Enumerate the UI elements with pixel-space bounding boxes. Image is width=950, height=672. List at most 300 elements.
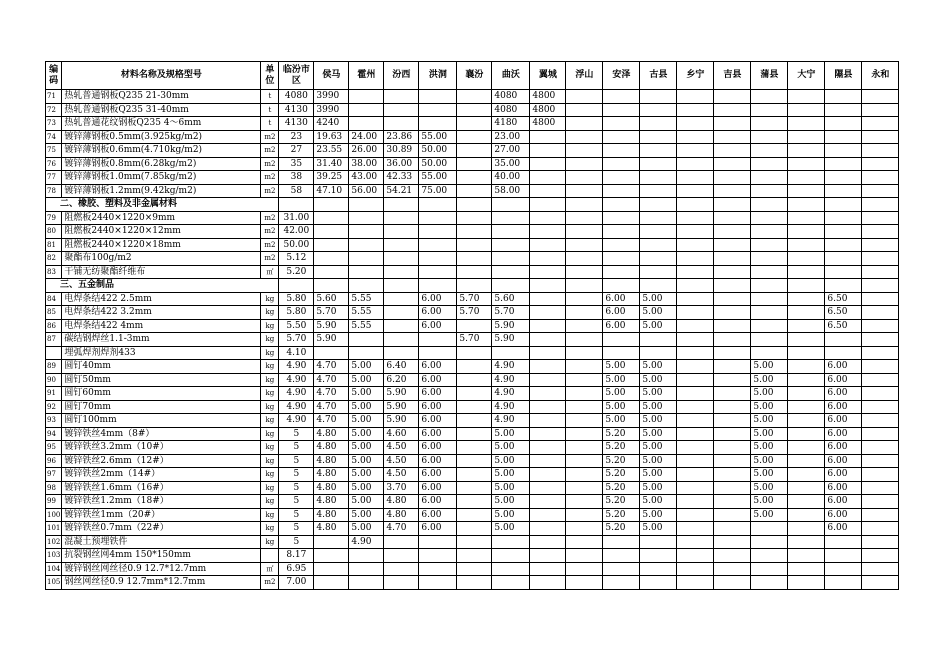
price-cell: 58.00 bbox=[492, 184, 530, 198]
price-cell bbox=[788, 184, 825, 198]
price-cell bbox=[457, 144, 492, 158]
price-cell: 5.00 bbox=[349, 427, 384, 441]
row-code: 82 bbox=[46, 252, 62, 266]
price-cell bbox=[677, 292, 714, 306]
price-cell bbox=[677, 549, 714, 563]
price-cell: 4.90 bbox=[279, 360, 314, 374]
price-cell: 4.80 bbox=[314, 481, 349, 495]
price-cell: 26.00 bbox=[349, 144, 384, 158]
price-cell: 6.00 bbox=[825, 373, 862, 387]
empty-cell bbox=[677, 198, 714, 212]
price-cell bbox=[530, 144, 566, 158]
price-cell: 6.00 bbox=[419, 360, 457, 374]
price-cell bbox=[825, 184, 862, 198]
price-cell bbox=[825, 252, 862, 266]
section-title: 三、五金制品 bbox=[46, 279, 279, 293]
price-cell: 6.00 bbox=[825, 468, 862, 482]
price-cell: 5.00 bbox=[603, 360, 640, 374]
price-cell: 4180 bbox=[492, 117, 530, 131]
column-header: 隰县 bbox=[825, 62, 862, 90]
price-cell bbox=[714, 360, 751, 374]
empty-cell bbox=[751, 198, 788, 212]
empty-cell bbox=[862, 279, 899, 293]
price-cell bbox=[640, 103, 677, 117]
price-cell bbox=[714, 495, 751, 509]
price-cell: 5.70 bbox=[314, 306, 349, 320]
price-cell bbox=[825, 90, 862, 104]
price-cell: 4.80 bbox=[314, 522, 349, 536]
price-cell: 5.20 bbox=[603, 468, 640, 482]
price-cell bbox=[788, 549, 825, 563]
price-cell bbox=[530, 333, 566, 347]
price-cell bbox=[677, 454, 714, 468]
price-cell bbox=[751, 157, 788, 171]
price-cell bbox=[862, 90, 899, 104]
price-cell bbox=[566, 211, 603, 225]
price-cell bbox=[349, 225, 384, 239]
price-cell bbox=[825, 535, 862, 549]
price-cell bbox=[714, 238, 751, 252]
price-cell: 4.80 bbox=[314, 468, 349, 482]
price-cell: 5.00 bbox=[640, 427, 677, 441]
price-cell bbox=[751, 333, 788, 347]
price-cell bbox=[788, 103, 825, 117]
price-cell bbox=[566, 225, 603, 239]
row-code: 104 bbox=[46, 562, 62, 576]
table-row bbox=[46, 522, 899, 536]
price-cell bbox=[825, 333, 862, 347]
price-cell: 42.00 bbox=[279, 225, 314, 239]
price-cell: 23.00 bbox=[492, 130, 530, 144]
price-cell bbox=[862, 157, 899, 171]
price-cell: 5.70 bbox=[457, 333, 492, 347]
table-row bbox=[46, 576, 899, 590]
price-cell bbox=[862, 333, 899, 347]
material-name: 圆钉70mm bbox=[62, 400, 261, 414]
material-name: 阻燃板2440×1220×9mm bbox=[62, 211, 261, 225]
price-cell bbox=[384, 306, 419, 320]
price-cell: 6.00 bbox=[419, 454, 457, 468]
section-row bbox=[46, 198, 899, 212]
unit-cell: kg bbox=[261, 346, 279, 360]
price-cell bbox=[384, 225, 419, 239]
price-cell bbox=[788, 522, 825, 536]
price-cell bbox=[457, 252, 492, 266]
price-cell: 6.00 bbox=[825, 495, 862, 509]
price-cell: 5.20 bbox=[603, 481, 640, 495]
price-cell bbox=[862, 468, 899, 482]
price-cell bbox=[714, 522, 751, 536]
price-cell: 5.50 bbox=[279, 319, 314, 333]
price-cell bbox=[714, 306, 751, 320]
price-cell bbox=[349, 211, 384, 225]
price-cell bbox=[714, 292, 751, 306]
price-cell bbox=[714, 508, 751, 522]
price-cell bbox=[862, 360, 899, 374]
price-cell bbox=[566, 562, 603, 576]
price-cell bbox=[862, 549, 899, 563]
price-cell bbox=[530, 360, 566, 374]
price-cell bbox=[862, 508, 899, 522]
price-cell: 5.00 bbox=[640, 400, 677, 414]
price-cell bbox=[314, 211, 349, 225]
price-cell bbox=[384, 346, 419, 360]
price-cell bbox=[677, 265, 714, 279]
price-cell bbox=[788, 306, 825, 320]
price-cell bbox=[788, 414, 825, 428]
price-cell bbox=[457, 576, 492, 590]
price-cell: 5.00 bbox=[751, 454, 788, 468]
material-name: 热轧普通钢板Q235 31-40mm bbox=[62, 103, 261, 117]
price-cell bbox=[714, 346, 751, 360]
row-code: 96 bbox=[46, 454, 62, 468]
unit-cell: m2 bbox=[261, 171, 279, 185]
price-cell bbox=[788, 117, 825, 131]
price-cell: 4.60 bbox=[384, 427, 419, 441]
price-cell: 5.00 bbox=[492, 427, 530, 441]
unit-cell: ㎡ bbox=[261, 562, 279, 576]
column-header: 蒲县 bbox=[751, 62, 788, 90]
price-cell bbox=[751, 103, 788, 117]
row-code: 71 bbox=[46, 90, 62, 104]
price-cell bbox=[419, 562, 457, 576]
table-row bbox=[46, 238, 899, 252]
empty-cell bbox=[640, 279, 677, 293]
empty-cell bbox=[714, 198, 751, 212]
price-cell bbox=[677, 508, 714, 522]
price-cell: 55.00 bbox=[419, 171, 457, 185]
price-cell bbox=[677, 90, 714, 104]
price-cell bbox=[457, 319, 492, 333]
price-cell bbox=[677, 495, 714, 509]
price-cell bbox=[566, 144, 603, 158]
price-cell: 5.20 bbox=[603, 427, 640, 441]
price-cell bbox=[492, 549, 530, 563]
column-header: 侯马 bbox=[314, 62, 349, 90]
price-cell bbox=[603, 225, 640, 239]
price-cell bbox=[788, 360, 825, 374]
price-cell bbox=[384, 117, 419, 131]
price-cell bbox=[640, 346, 677, 360]
price-cell: 4.90 bbox=[349, 535, 384, 549]
price-cell bbox=[492, 346, 530, 360]
price-cell bbox=[714, 130, 751, 144]
unit-cell: m2 bbox=[261, 144, 279, 158]
price-cell bbox=[751, 549, 788, 563]
price-cell: 6.00 bbox=[825, 454, 862, 468]
price-cell: 4.90 bbox=[492, 387, 530, 401]
unit-cell: kg bbox=[261, 360, 279, 374]
price-cell bbox=[457, 549, 492, 563]
price-cell bbox=[603, 265, 640, 279]
price-cell: 6.00 bbox=[825, 360, 862, 374]
price-cell bbox=[640, 184, 677, 198]
price-cell: 31.40 bbox=[314, 157, 349, 171]
price-table bbox=[45, 61, 899, 590]
price-cell bbox=[825, 211, 862, 225]
price-cell bbox=[788, 171, 825, 185]
price-cell bbox=[566, 306, 603, 320]
price-cell: 5 bbox=[279, 481, 314, 495]
price-cell bbox=[566, 576, 603, 590]
price-cell bbox=[566, 414, 603, 428]
price-cell bbox=[751, 211, 788, 225]
table-row bbox=[46, 346, 899, 360]
material-name: 镀锌铁丝1.6mm（16#） bbox=[62, 481, 261, 495]
table-row bbox=[46, 468, 899, 482]
price-cell: 5.00 bbox=[751, 441, 788, 455]
price-cell bbox=[457, 157, 492, 171]
price-cell bbox=[862, 400, 899, 414]
price-cell: 5.60 bbox=[492, 292, 530, 306]
price-cell bbox=[314, 265, 349, 279]
price-cell bbox=[530, 427, 566, 441]
price-cell bbox=[677, 360, 714, 374]
price-cell bbox=[751, 576, 788, 590]
row-code: 85 bbox=[46, 306, 62, 320]
price-cell: 5.70 bbox=[457, 292, 492, 306]
price-cell bbox=[825, 117, 862, 131]
price-cell bbox=[530, 562, 566, 576]
price-cell bbox=[788, 319, 825, 333]
column-header: 曲沃 bbox=[492, 62, 530, 90]
price-cell: 6.00 bbox=[419, 468, 457, 482]
price-cell: 4080 bbox=[279, 90, 314, 104]
empty-cell bbox=[566, 198, 603, 212]
unit-cell: kg bbox=[261, 508, 279, 522]
empty-cell bbox=[640, 198, 677, 212]
price-cell bbox=[566, 373, 603, 387]
material-name: 镀锌铁丝1.2mm（18#） bbox=[62, 495, 261, 509]
price-cell bbox=[862, 238, 899, 252]
price-cell bbox=[419, 333, 457, 347]
price-cell: 4800 bbox=[530, 90, 566, 104]
price-cell: 35 bbox=[279, 157, 314, 171]
section-row bbox=[46, 279, 899, 293]
price-cell: 6.20 bbox=[384, 373, 419, 387]
price-cell bbox=[825, 238, 862, 252]
price-cell bbox=[384, 576, 419, 590]
unit-cell: m2 bbox=[261, 252, 279, 266]
column-header: 洪洞 bbox=[419, 62, 457, 90]
price-cell bbox=[640, 211, 677, 225]
price-cell bbox=[788, 508, 825, 522]
price-cell bbox=[788, 225, 825, 239]
price-cell bbox=[603, 562, 640, 576]
price-cell bbox=[530, 292, 566, 306]
price-cell: 4.80 bbox=[384, 495, 419, 509]
price-cell bbox=[419, 265, 457, 279]
price-cell: 6.00 bbox=[419, 319, 457, 333]
price-cell bbox=[314, 346, 349, 360]
price-cell bbox=[714, 549, 751, 563]
price-cell bbox=[384, 333, 419, 347]
price-cell: 4080 bbox=[492, 103, 530, 117]
row-code: 98 bbox=[46, 481, 62, 495]
price-cell bbox=[314, 535, 349, 549]
material-name: 钢丝网丝径0.9 12.7mm*12.7mm bbox=[62, 576, 261, 590]
price-cell: 5.00 bbox=[349, 360, 384, 374]
price-cell bbox=[492, 252, 530, 266]
table-row bbox=[46, 360, 899, 374]
price-cell bbox=[714, 576, 751, 590]
price-cell: 5.00 bbox=[603, 387, 640, 401]
price-cell bbox=[384, 238, 419, 252]
price-cell bbox=[457, 508, 492, 522]
row-code: 73 bbox=[46, 117, 62, 131]
price-cell: 23 bbox=[279, 130, 314, 144]
material-name: 抗裂钢丝网4mm 150*150mm bbox=[62, 549, 261, 563]
row-code: 78 bbox=[46, 184, 62, 198]
row-code: 86 bbox=[46, 319, 62, 333]
material-name: 镀锌铁丝2mm（14#） bbox=[62, 468, 261, 482]
unit-cell: m2 bbox=[261, 130, 279, 144]
price-cell bbox=[677, 333, 714, 347]
price-cell bbox=[677, 576, 714, 590]
price-cell: 27.00 bbox=[492, 144, 530, 158]
price-cell bbox=[751, 225, 788, 239]
price-cell: 5.00 bbox=[751, 360, 788, 374]
price-cell bbox=[788, 333, 825, 347]
row-code: 80 bbox=[46, 225, 62, 239]
price-cell: 19.63 bbox=[314, 130, 349, 144]
price-cell: 4.80 bbox=[314, 441, 349, 455]
price-cell bbox=[603, 157, 640, 171]
price-cell bbox=[566, 292, 603, 306]
price-cell bbox=[677, 414, 714, 428]
price-cell bbox=[530, 535, 566, 549]
price-cell bbox=[457, 427, 492, 441]
price-cell: 6.00 bbox=[419, 481, 457, 495]
price-cell bbox=[714, 103, 751, 117]
price-cell: 5.00 bbox=[640, 292, 677, 306]
price-cell bbox=[457, 495, 492, 509]
price-cell bbox=[384, 103, 419, 117]
material-name: 圆钉40mm bbox=[62, 360, 261, 374]
price-cell: 38.00 bbox=[349, 157, 384, 171]
material-name: 干铺无纺聚酯纤维布 bbox=[62, 265, 261, 279]
price-cell bbox=[566, 468, 603, 482]
price-cell bbox=[825, 130, 862, 144]
price-cell bbox=[419, 211, 457, 225]
price-cell: 5.00 bbox=[640, 319, 677, 333]
price-cell bbox=[677, 522, 714, 536]
price-cell: 75.00 bbox=[419, 184, 457, 198]
price-cell bbox=[530, 522, 566, 536]
price-cell bbox=[530, 171, 566, 185]
price-cell bbox=[751, 265, 788, 279]
price-cell bbox=[825, 144, 862, 158]
material-name: 镀锌薄钢板1.0mm(7.85kg/m2) bbox=[62, 171, 261, 185]
price-cell bbox=[457, 265, 492, 279]
price-cell bbox=[677, 535, 714, 549]
price-cell: 4.50 bbox=[384, 441, 419, 455]
price-cell: 3990 bbox=[314, 90, 349, 104]
unit-cell: kg bbox=[261, 292, 279, 306]
empty-cell bbox=[530, 198, 566, 212]
material-name: 镀锌薄钢板0.6mm(4.710kg/m2) bbox=[62, 144, 261, 158]
price-cell bbox=[714, 157, 751, 171]
price-cell bbox=[457, 481, 492, 495]
material-name: 圆钉60mm bbox=[62, 387, 261, 401]
price-cell: 4.70 bbox=[314, 373, 349, 387]
price-cell: 4.90 bbox=[279, 414, 314, 428]
price-cell bbox=[677, 184, 714, 198]
price-cell: 5.80 bbox=[279, 292, 314, 306]
empty-cell bbox=[603, 279, 640, 293]
price-cell bbox=[566, 427, 603, 441]
price-cell bbox=[349, 549, 384, 563]
price-cell: 5.00 bbox=[640, 522, 677, 536]
price-cell bbox=[530, 414, 566, 428]
material-name: 埋弧焊剂焊剂433 bbox=[62, 346, 261, 360]
price-cell bbox=[714, 265, 751, 279]
price-cell bbox=[677, 306, 714, 320]
empty-cell bbox=[566, 279, 603, 293]
price-cell: 5.90 bbox=[314, 319, 349, 333]
table-row bbox=[46, 508, 899, 522]
price-cell: 6.00 bbox=[419, 427, 457, 441]
price-cell: 23.86 bbox=[384, 130, 419, 144]
table-row bbox=[46, 454, 899, 468]
price-cell: 4.50 bbox=[384, 454, 419, 468]
price-cell: 5.60 bbox=[314, 292, 349, 306]
price-cell bbox=[825, 157, 862, 171]
column-header: 古县 bbox=[640, 62, 677, 90]
price-cell: 5.00 bbox=[349, 414, 384, 428]
price-cell bbox=[419, 90, 457, 104]
price-cell bbox=[677, 252, 714, 266]
price-cell bbox=[492, 535, 530, 549]
price-cell bbox=[862, 495, 899, 509]
row-code: 94 bbox=[46, 427, 62, 441]
price-cell bbox=[714, 468, 751, 482]
table-row bbox=[46, 265, 899, 279]
empty-cell bbox=[492, 279, 530, 293]
price-cell: 6.00 bbox=[825, 508, 862, 522]
unit-cell: kg bbox=[261, 441, 279, 455]
price-cell bbox=[788, 562, 825, 576]
price-cell bbox=[751, 90, 788, 104]
price-cell: 5.00 bbox=[751, 495, 788, 509]
material-name: 镀锌铁丝3.2mm（10#） bbox=[62, 441, 261, 455]
price-cell bbox=[751, 144, 788, 158]
price-cell: 50.00 bbox=[419, 144, 457, 158]
price-cell bbox=[419, 535, 457, 549]
price-cell bbox=[566, 549, 603, 563]
price-cell: 5.00 bbox=[349, 387, 384, 401]
price-cell bbox=[566, 441, 603, 455]
column-header: 安泽 bbox=[603, 62, 640, 90]
row-code: 81 bbox=[46, 238, 62, 252]
price-cell bbox=[349, 252, 384, 266]
price-cell: 4240 bbox=[314, 117, 349, 131]
price-cell bbox=[714, 117, 751, 131]
price-cell bbox=[677, 373, 714, 387]
price-cell: 5.12 bbox=[279, 252, 314, 266]
price-cell bbox=[677, 346, 714, 360]
row-code: 79 bbox=[46, 211, 62, 225]
price-cell bbox=[457, 211, 492, 225]
price-cell: 5.70 bbox=[457, 306, 492, 320]
row-code: 84 bbox=[46, 292, 62, 306]
price-cell: 5.00 bbox=[492, 454, 530, 468]
price-cell bbox=[788, 346, 825, 360]
price-cell: 4.90 bbox=[492, 414, 530, 428]
price-cell bbox=[419, 549, 457, 563]
price-cell bbox=[788, 535, 825, 549]
price-cell: 6.00 bbox=[825, 427, 862, 441]
